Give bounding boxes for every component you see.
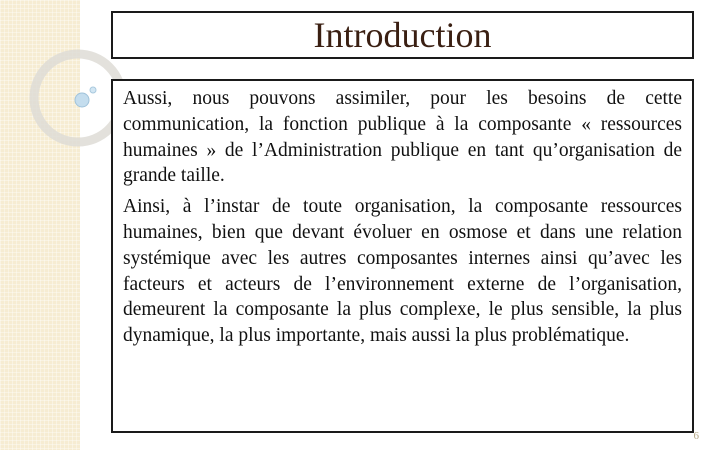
decorative-bubble-small (90, 87, 96, 93)
page-number: 6 (693, 430, 699, 442)
title-box (111, 11, 694, 59)
slide-title: Introduction (313, 15, 492, 55)
paragraph-2: Ainsi, à l’instar de toute organisation, la composante ressources humaines, bien que devant évoluer en osmose et dans une relation systémique avec les autres composantes internes ainsi qu’avec les facteurs et acteurs de l’environnement externe de l’organisation, demeurent la composante la plus complexe, le plus sensible, la plus dynamique, la plus importante, mais aussi la plus problématique. (123, 196, 682, 347)
decorative-bubble-large (75, 93, 89, 107)
paragraph-1: Aussi, nous pouvons assimiler, pour les besoins de cette communication, la fonction publique à la composante « ressources humaines » de l’Administration publique en tant qu’organisation de grande taille. (123, 88, 682, 187)
content-box (111, 79, 694, 433)
